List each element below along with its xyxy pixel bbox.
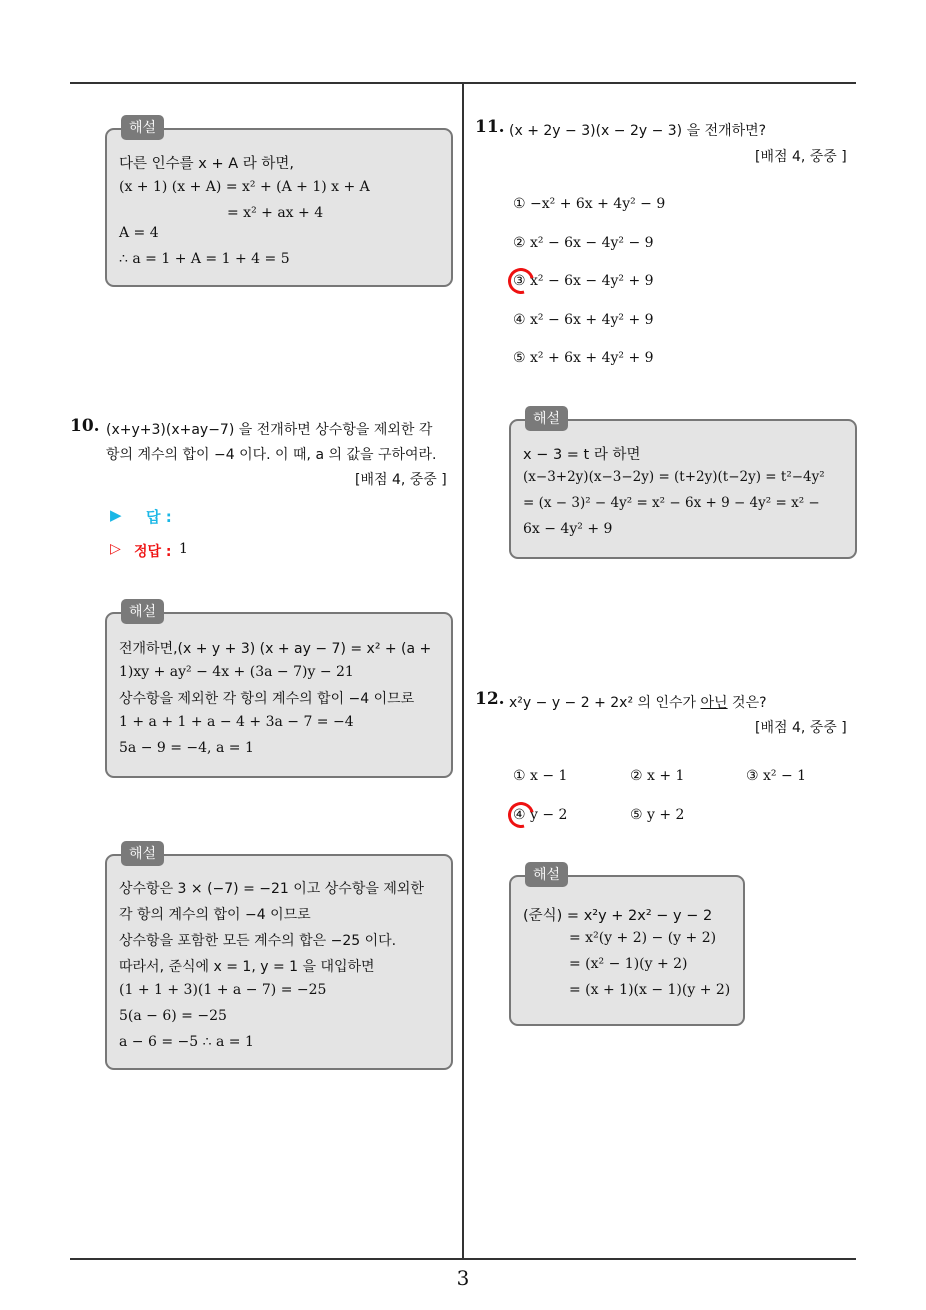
correct-arrow-icon: ▷: [110, 541, 121, 557]
correct-label: 정답 :: [134, 544, 172, 560]
column-divider: [462, 82, 464, 1259]
solution-line: = x² + ax + 4: [227, 205, 324, 221]
solution-box-11: [509, 411, 857, 559]
question-meta: [배점 4, 중중 ]: [755, 720, 847, 736]
solution-line: 상수항을 제외한 각 항의 계수의 합이 −4 이므로: [119, 691, 415, 707]
solution-line: 다른 인수를 x + A 라 하면,: [119, 156, 294, 172]
solution-box-10a: [105, 604, 453, 778]
solution-line: (x−3+2y)(x−3−2y) = (t+2y)(t−2y) = t²−4y²: [523, 469, 825, 485]
solution-line: = (x² − 1)(y + 2): [569, 956, 688, 972]
question-text: (x+y+3)(x+ay−7) 을 전개하면 상수항을 제외한 각: [106, 422, 433, 438]
option-3[interactable]: ③ x² − 6x − 4y² + 9: [513, 273, 654, 289]
option-5[interactable]: ⑤ x² + 6x + 4y² + 9: [513, 350, 654, 366]
option-4[interactable]: ④ y − 2: [513, 807, 568, 823]
option-1[interactable]: ① x − 1: [513, 768, 568, 784]
solution-line: (x + 1) (x + A) = x² + (A + 1) x + A: [119, 179, 370, 195]
solution-box-9: [105, 120, 453, 287]
question-number: 10.: [70, 416, 100, 436]
solution-line: (1 + 1 + 3)(1 + a − 7) = −25: [119, 982, 327, 998]
solution-line: x − 3 = t 라 하면: [523, 447, 641, 463]
option-1[interactable]: ① −x² + 6x + 4y² − 9: [513, 196, 666, 212]
solution-tag: 해설: [121, 841, 164, 866]
question-text-b: 것은?: [727, 695, 767, 711]
solution-line: = (x + 1)(x − 1)(y + 2): [569, 982, 731, 998]
solution-line: 전개하면,(x + y + 3) (x + ay − 7) = x² + (a +: [119, 641, 432, 657]
option-2[interactable]: ② x + 1: [630, 768, 685, 784]
option-4[interactable]: ④ x² − 6x + 4y² + 9: [513, 312, 654, 328]
solution-line: a − 6 = −5 ∴ a = 1: [119, 1034, 254, 1050]
solution-box-12: [509, 867, 745, 1026]
solution-line: 1)xy + ay² − 4x + (3a − 7)y − 21: [119, 664, 354, 680]
answer-arrow-icon: ▶: [110, 506, 122, 524]
question-text: (x + 2y − 3)(x − 2y − 3) 을 전개하면?: [509, 123, 767, 139]
solution-line: A = 4: [119, 225, 159, 241]
option-5[interactable]: ⑤ y + 2: [630, 807, 685, 823]
solution-tag: 해설: [121, 115, 164, 140]
solution-line: 각 항의 계수의 합이 −4 이므로: [119, 907, 311, 923]
solution-line: = x²(y + 2) − (y + 2): [569, 930, 717, 946]
question-number: 12.: [475, 689, 505, 709]
solution-tag: 해설: [525, 862, 568, 887]
question-text: [509, 692, 767, 712]
solution-line: 5(a − 6) = −25: [119, 1008, 227, 1024]
solution-tag: 해설: [121, 599, 164, 624]
option-3[interactable]: ③ x² − 1: [746, 768, 807, 784]
solution-line: 상수항은 3 × (−7) = −21 이고 상수항을 제외한: [119, 881, 424, 897]
question-meta: [배점 4, 중중 ]: [355, 472, 447, 488]
question-text-a: x²y − y − 2 + 2x² 의 인수가: [509, 695, 701, 711]
correct-value: 1: [179, 541, 188, 557]
solution-line: (준식) = x²y + 2x² − y − 2: [523, 908, 713, 924]
option-2[interactable]: ② x² − 6x − 4y² − 9: [513, 235, 654, 251]
solution-box-10b: [105, 846, 453, 1070]
solution-line: 6x − 4y² + 9: [523, 521, 613, 537]
page-number: 3: [456, 1266, 470, 1290]
solution-line: 상수항을 포함한 모든 계수의 합은 −25 이다.: [119, 933, 397, 949]
selected-answer-circle-icon: [503, 263, 539, 299]
solution-line: ∴ a = 1 + A = 1 + 4 = 5: [119, 251, 290, 267]
solution-line: = (x − 3)² − 4y² = x² − 6x + 9 − 4y² = x² −: [523, 495, 820, 511]
question-meta: [배점 4, 중중 ]: [755, 149, 847, 165]
bottom-rule: [70, 1258, 856, 1260]
selected-answer-circle-icon: [503, 797, 539, 833]
answer-label: 답 :: [146, 508, 172, 526]
solution-line: 1 + a + 1 + a − 4 + 3a − 7 = −4: [119, 714, 354, 730]
question-number: 11.: [475, 117, 505, 137]
question-text-emphasis: 아닌: [700, 695, 728, 711]
solution-tag: 해설: [525, 406, 568, 431]
question-text: 항의 계수의 합이 −4 이다. 이 때, a 의 값을 구하여라.: [106, 447, 437, 463]
solution-line: 5a − 9 = −4, a = 1: [119, 740, 254, 756]
solution-line: 따라서, 준식에 x = 1, y = 1 을 대입하면: [119, 959, 375, 975]
